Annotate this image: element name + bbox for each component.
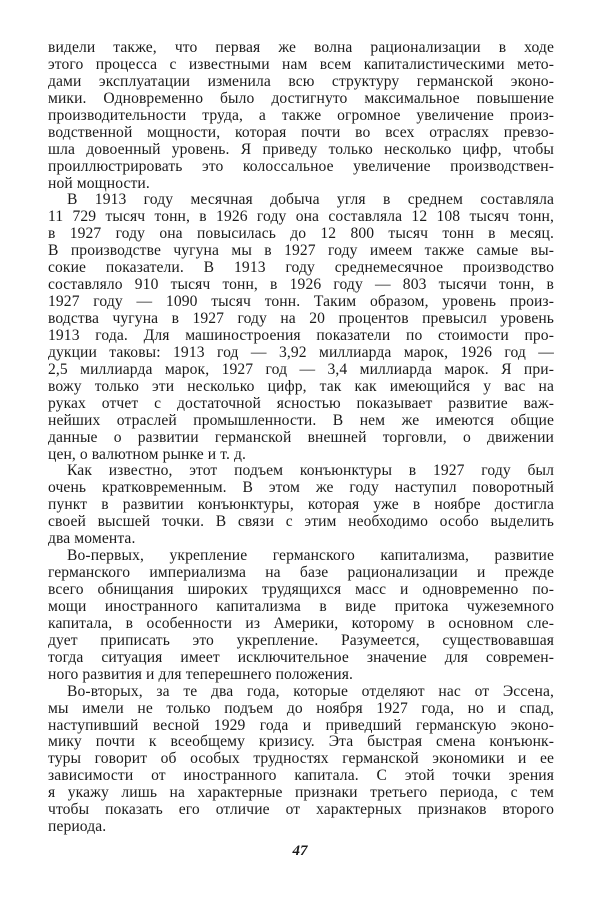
text-line: Во-первых, укрепление германского капитализма, развитие — [67, 547, 554, 565]
paragraph-3 — [48, 463, 554, 548]
text-line: своей высшей точки. В связи с этим необходимо особо выделить — [48, 513, 554, 531]
text-line: В 1913 году месячная добыча угля в среднем составляла — [67, 191, 554, 209]
text-line: два момента. — [48, 530, 136, 548]
text-line: нейших отраслей промышленности. В нем же имеются общие — [48, 411, 554, 429]
text-line: мику почти к всеобщему кризису. Эта быстрая смена конъюнк- — [48, 733, 554, 751]
page-number: 47 — [292, 843, 308, 859]
text-line: зависимости от иностранного капитала. С этой точки зрения — [48, 767, 554, 785]
paragraph-5 — [48, 684, 554, 836]
text-line: мы имели не только подъем до ноября 1927 года, но и спад, — [48, 699, 554, 717]
text-line: шла довоенный уровень. Я приведу только несколько цифр, чтобы — [48, 140, 554, 158]
text-line: мощи иностранного капитализма в виде притока чужеземного — [48, 597, 554, 615]
text-line: чтобы показать его отличие от характерных признаков второго — [48, 801, 554, 819]
paragraph-2 — [48, 192, 554, 463]
text-line: наступивший весной 1929 года и приведший германскую эконо- — [48, 716, 554, 734]
paragraph-4 — [48, 548, 554, 684]
text-line: мики. Одновременно было достигнуто максимальное повышение — [48, 89, 554, 107]
text-line: туры говорит об особых трудностях германской экономики и ее — [48, 750, 554, 768]
text-line: германского империализма на базе рационализации и прежде — [48, 564, 554, 582]
text-line: этого процесса с известными нам всем капиталистическими мето- — [48, 55, 554, 73]
text-line: пункт в развитии конъюнктуры, которая уже в ноябре достигла — [48, 496, 554, 514]
text-line: я укажу лишь на характерные признаки третьего периода, с тем — [48, 784, 554, 802]
text-line: дует приписать это укрепление. Разумеется, существовавшая — [48, 631, 554, 649]
text-line: руках отчет с достаточной ясностью показывает развитие важ- — [48, 394, 554, 412]
text-line: капитала, в особенности из Америки, которому в основном сле- — [48, 614, 554, 632]
text-line: тогда ситуация имеет исключительное значение для современ- — [48, 648, 554, 666]
text-line: в 1927 году она повысилась до 12 800 тысяч тонн в месяц. — [48, 225, 554, 243]
text-line: В производстве чугуна мы в 1927 году имеем также самые вы- — [48, 242, 554, 260]
text-line: 1913 года. Для машиностроения показатели по стоимости про- — [48, 326, 554, 344]
text-line: сокие показатели. В 1913 году среднемесячное производство — [48, 259, 554, 277]
text-line: дами эксплуатации изменила всю структуру германской эконо- — [48, 72, 554, 90]
text-line: Во-вторых, за те два года, которые отделяют нас от Эссена, — [67, 682, 554, 700]
text-line: Как известно, этот подъем конъюнктуры в 1927 году был — [67, 462, 554, 480]
text-line: периода. — [48, 818, 107, 836]
text-line: 11 729 тысяч тонн, в 1926 году она составляла 12 108 тысяч тонн, — [48, 208, 554, 226]
text-line: 1927 году — 1090 тысяч тонн. Таким образом, уровень произ- — [48, 293, 554, 311]
paragraph-1 — [48, 40, 554, 192]
text-line: 2,5 миллиарда марок, 1927 год — 3,4 миллиарда марок. Я при- — [48, 360, 554, 378]
text-line: ной мощности. — [48, 174, 150, 192]
page-body-text — [48, 40, 554, 836]
text-line: дукции таковы: 1913 год — 3,92 миллиарда марок, 1926 год — — [48, 343, 554, 361]
text-line: видели также, что первая же волна рационализации в ходе — [48, 39, 554, 56]
text-line: вожу только эти несколько цифр, так как имеющийся у вас на — [48, 377, 554, 395]
text-line: водственной мощности, которая почти во всех отраслях превзо- — [48, 123, 554, 141]
text-line: производительности труда, а также огромное увеличение произ- — [48, 106, 554, 124]
text-line: ного развития и для теперешнего положения. — [48, 665, 353, 683]
text-line: водства чугуна в 1927 году на 20 процентов превысил уровень — [48, 310, 554, 327]
text-line: данные о развитии германской внешней торговли, о движении — [48, 428, 554, 446]
text-line: всего обнищания широких трудящихся масс и одновременно по- — [48, 581, 554, 598]
text-line: проиллюстрировать это колоссальное увеличение производствен- — [48, 157, 554, 175]
text-line: цен, о валютном рынке и т. д. — [48, 445, 247, 463]
text-line: составляло 910 тысяч тонн, в 1926 году — 803 тысячи тонн, в — [48, 276, 554, 294]
text-line: очень кратковременным. В этом же году наступил поворотный — [48, 479, 554, 497]
